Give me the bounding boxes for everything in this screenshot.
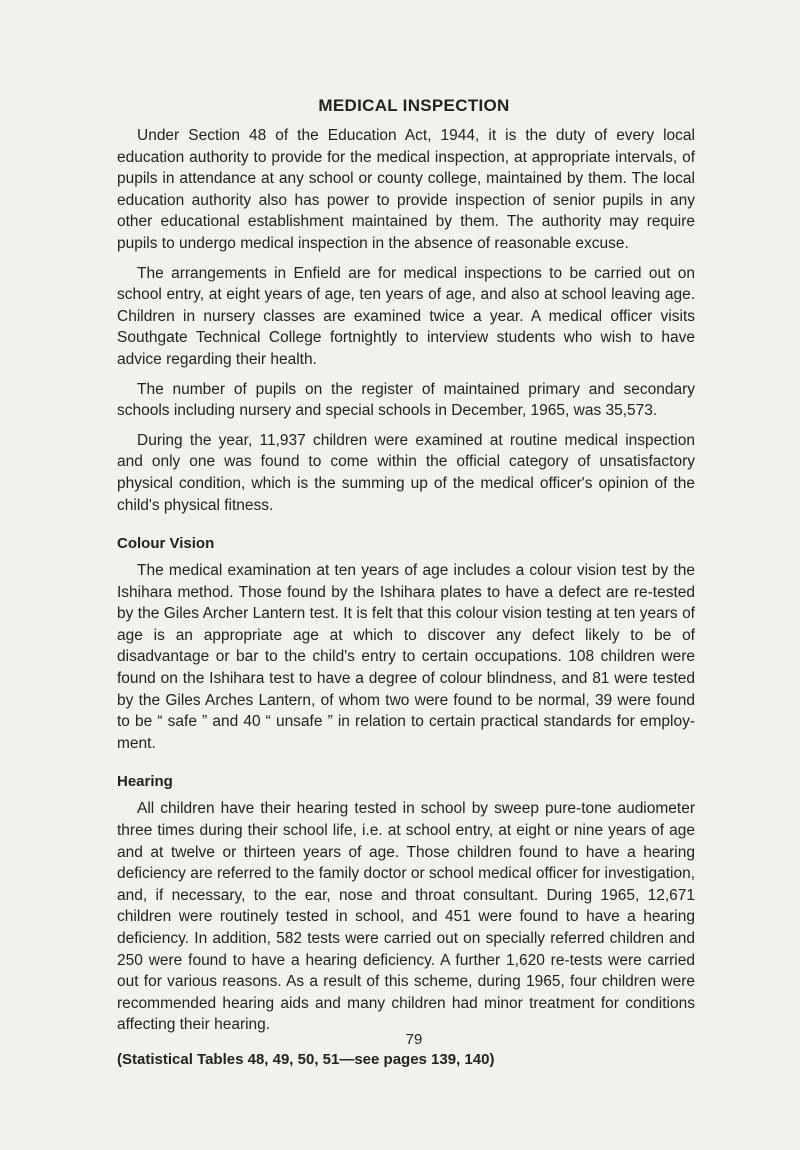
section-heading-colour-vision: Colour Vision [117,535,215,553]
statistical-tables-reference: (Statistical Tables 48, 49, 50, 51—see pages 139, 140) [117,1050,495,1068]
paragraph-hearing: All children have their hearing tested in school by sweep pure-tone audiometer three times during their school life, i.e. at school entry, at eight or nine years of age and at twelve or thirteen years of age. Those children found to have a hearing deficiency are referred to the family doctor or school medical officer for investigation, and, if necessary, to the ear, nose and throat consultant. During 1965, 12,671 children were routinely tested in school, and 451 were found to have a hearing deficiency. In addition, 582 tests were carried out on specially referred children and 250 were found to have a hearing deficiency. A further 1,620 re-tests were carried out for various reasons. As a result of this scheme, during 1965, four children were recommended hearing aids and many children had minor treatment for conditions affecting their hearing. [117,800,695,1034]
page-title: MEDICAL INSPECTION [318,96,510,115]
paragraph-colour-vision: The medical examination at ten years of age includes a colour vision test by the Ishihara method. Those found by the Ishihara plates to have a defect are re-tested by the Giles Archer Lantern test. It is felt that this colour vision testing at ten years of age is an appropriate age at which to discover any defect likely to be of disadvantage or bar to the child's entry to certain occupations. 108 children were found on the Ishihara test to have a degree of colour blindness, and 81 were tested by the Giles Arches Lantern, of whom two were found to be normal, 39 were found to be “ safe ” and 40 “ unsafe ” in relation to certain practical standards for employ-ment. [117,562,695,752]
page-number: 79 [405,1031,423,1048]
document-page [117,96,695,1070]
paragraph-arrangements: The arrangements in Enfield are for medical inspections to be carried out on school entry, at eight years of age, ten years of age, and also at school leaving age. Children in nursery classes are examined twice a year. A medical officer visits Southgate Technical College fortnightly to interview students who wish to have advice regarding their health. [117,264,695,368]
paragraph-pupil-numbers: The number of pupils on the register of maintained primary and secondary schools including nursery and special schools in December, 1965, was 35,573. [117,380,695,420]
paragraph-routine-inspection: During the year, 11,937 children were examined at routine medical inspection and only one was found to come within the official category of unsatisfactory physical condition, which is the summing up of the medical officer's opinion of the child's physical fitness. [117,431,695,514]
section-heading-hearing: Hearing [117,773,173,791]
paragraph-education-act: Under Section 48 of the Education Act, 1944, it is the duty of every local education authority to provide for the medical inspection, at appropriate intervals, of pupils in attendance at any school or county college, maintained by them. The local education authority also has power to provide inspection of senior pupils in any other educational establishment maintained by them. The authority may require pupils to undergo medical inspection in the absence of reasonable excuse. [117,127,695,252]
